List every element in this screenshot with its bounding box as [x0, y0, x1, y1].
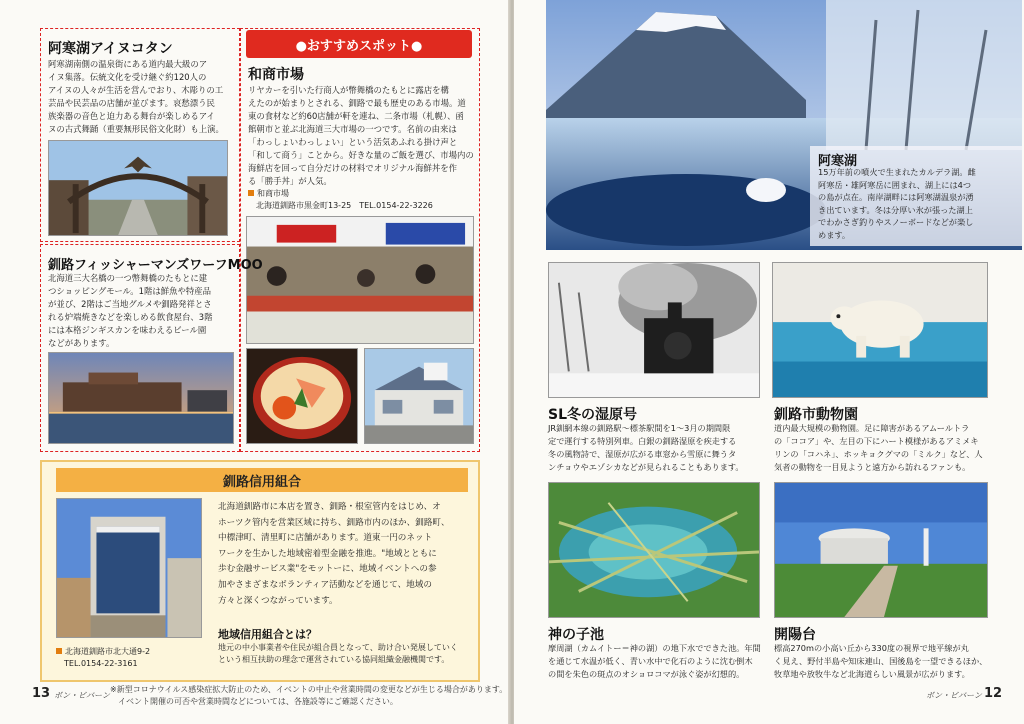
kaminoko-pond-text: 摩周湖（カムイトー＝神の湖）の地下水でできた池。年間 を通じて水温が低く、青い水中で化石のように沈む倒木 の間を朱色の斑点のオショロコマが泳ぐ姿が幻想的。 [548, 643, 761, 679]
credit-union-what-text: 地元の中小事業者や住民が組合員となって、助け合い発展していく という相互扶助の理念で運営されている協同組織金融機関です。 [218, 643, 458, 664]
zoo-text: 道内最大規模の動物園。足に障害があるアムールトラ の「ココア」や、左目の下にハート模様があるアミメキ リンの「コハネ」、ホッキョクグマの「ミルク」など、人 気者の動物を一目見ようと遠方から訪れるファンも。 [774, 423, 983, 472]
kattedon-photo [246, 348, 358, 444]
ainukotan-title: 阿寒湖アイヌコタン [48, 41, 173, 57]
washo-text: リヤカーを引いた行商人が幣舞橋のたもとに露店を構 えたのが始まりとされる、釧路で最も歴史のある市場。道 東の食材など約60店舗が軒を連ね、二条市場（札幌）、函 館朝市と並ぶ北海道三大市場の一つです。名前の由来は 「わっしょいわっしょい」という活気あふれる掛け声と 「和して商う」ことから。好きな量のご飯を選び、市場内の 海鮮店を回って自分だけの材料でオリジナル海鮮丼を作 る「勝手丼」が人気。 [248, 85, 474, 186]
brand-left: ボン・ビバーン [54, 691, 110, 700]
washo-title: 和商市場 [248, 67, 304, 83]
recommended-spot-banner: ●おすすめスポット● [246, 30, 472, 58]
kaiyodai-text: 標高270mの小高い丘から330度の視界で地平線が丸 く見え、野付半島や知床連山、国後島を一望できるほか、 牧草地や放牧牛など北海道らしい風景が広がります。 [774, 643, 988, 679]
credit-union-what-title: 地域信用組合とは？ [218, 628, 317, 641]
fishermans-wharf-photo [48, 352, 234, 444]
lake-akan-text: 15万年前の噴火で生まれたカルデラ湖。雌 阿寒岳・雄阿寒岳に囲まれ、湖上には4つ の島が点在。南岸湖畔には阿寒湖温泉が湧 き出ています。冬は分厚い氷が張った湖上 でわかさぎ釣りやスノーボードなどが楽し めます。 [818, 167, 976, 240]
washo-info-address: 北海道釧路市黒金町13-25 TEL.0154-22-3226 [256, 201, 433, 210]
bullet-square-icon [56, 648, 62, 654]
lake-akan-title: 阿寒湖 [818, 154, 858, 169]
brand-right: ボン・ビバーン [926, 691, 982, 700]
fishermans-text: 北海道三大名橋の一つ幣舞橋のたもとに建 つショッピングモール。1階は鮮魚や特産品 が並び、2階はご当地グルメや釧路発祥とさ れる炉端焼きなどを楽しめる飲食屋台、3階 には本格ジンギスカンを味わえるビール園 などがあります。 [48, 273, 213, 348]
washo-market-photo [246, 216, 474, 344]
credit-union-building-photo [56, 498, 202, 638]
credit-union-text: 北海道釧路市に本店を置き、釧路・根室管内をはじめ、オ ホーツク管内を営業区域に持ち、釧路市内のほか、釧路町、 中標津町、清里町に店舗があります。道東一円のネット ワークを生かした地域密着型金融を推進。"地域とともに 歩む金融サービス業"をモットーに、地域イベントへの参 加やさまざまなボランティア活動などを通じて、地域の 方々と深くつながっています。 [218, 502, 450, 606]
ainukotan-text: 阿寒湖南側の温泉街にある道内最大級のア イヌ集落。伝統文化を受け継ぐ約120人の アイヌの人々が生活を営んでおり、木彫りの工 芸品や民芸品の店舗が並びます。哀愁漂う民 族楽器の音色と迫力ある舞台が楽しめるアイ ヌの古式舞踊（重要無形民俗文化財）も上演。 [48, 59, 224, 134]
kaminoko-pond-title: 神の子池 [548, 627, 604, 643]
sl-train-title: SL冬の湿原号 [548, 407, 638, 423]
page-number-left: 13 [32, 686, 51, 701]
credit-union-address: 北海道釧路市北大通9-2 [56, 646, 150, 658]
kaiyodai-photo [774, 482, 988, 618]
zoo-polar-bear-photo [772, 262, 988, 398]
sl-train-photo [548, 262, 760, 398]
bullet-square-icon [248, 190, 254, 196]
page-number-right: 12 [984, 686, 1003, 701]
credit-union-title: 釧路信用組合 [56, 468, 468, 492]
zoo-title: 釧路市動物園 [774, 407, 858, 423]
fishermans-title: 釧路フィッシャーマンズワーフMOO [48, 258, 263, 273]
footer-note-1: ※新型コロナウイルス感染症拡大防止のため、イベントの中止や営業時間の変更などが生じる場合があります。 [110, 685, 508, 694]
washo-building-photo [364, 348, 474, 444]
sl-train-text: JR釧網本線の釧路駅～標茶駅間を1～3月の期間限 定で運行する特別列車。白銀の釧路湿原を疾走する 冬の風物詩で、湿原が広がる車窓から雪原に舞うタ ンチョウやエゾシカなどが見られることもあります。 [548, 423, 744, 472]
ainukotan-photo [48, 140, 228, 236]
footer-note-2: イベント開催の可否や営業時間などについては、各施設等にご確認ください。 [118, 697, 398, 706]
kaiyodai-title: 開陽台 [774, 627, 816, 643]
washo-info-name: 和商市場 [248, 188, 289, 200]
credit-union-tel: TEL.0154-22-3161 [64, 659, 138, 668]
kaminoko-pond-photo [548, 482, 760, 618]
